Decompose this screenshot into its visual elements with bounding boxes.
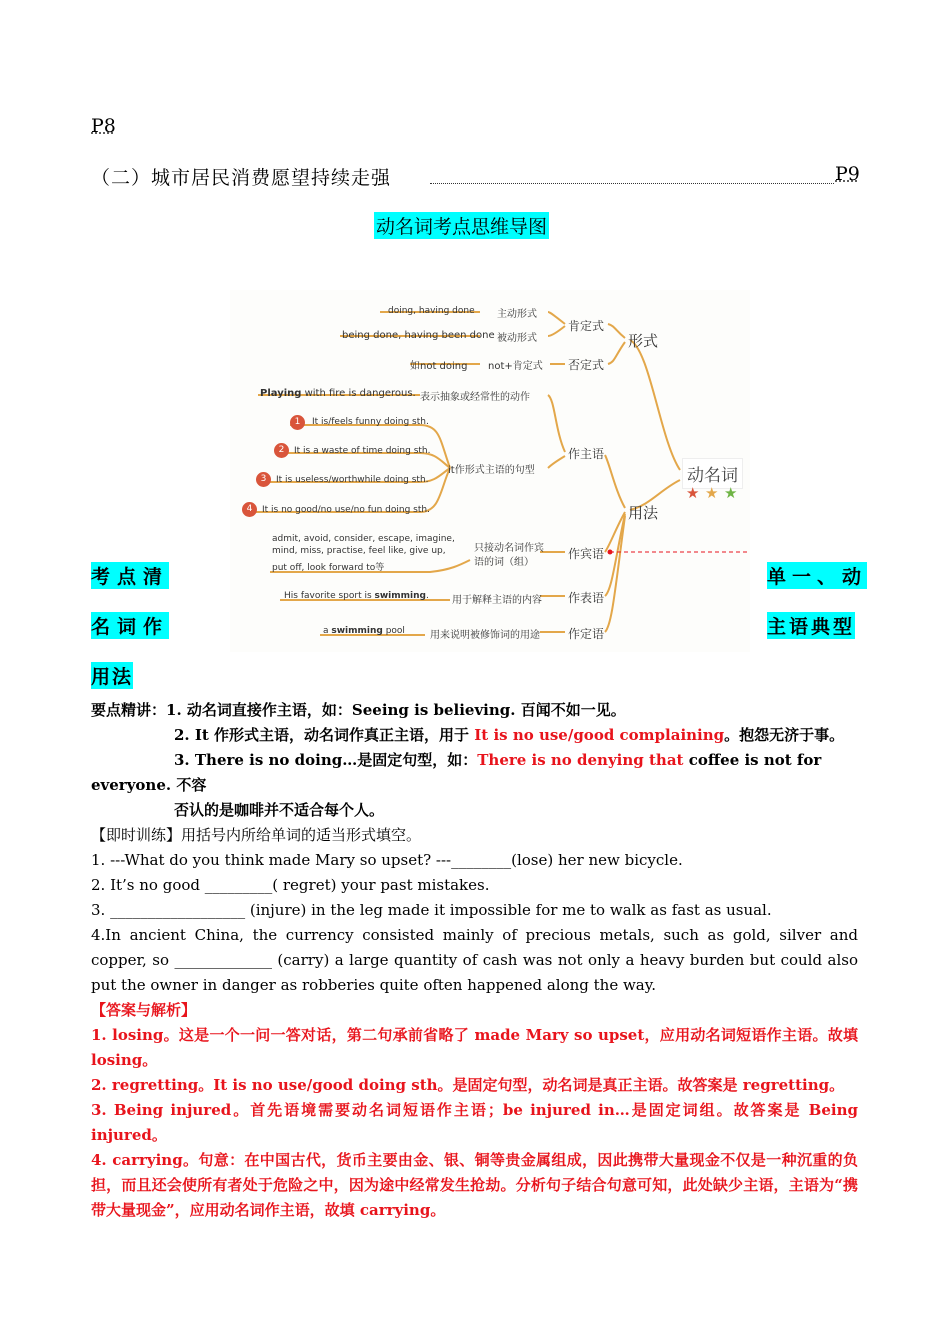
object-desc-line-2: 语的词（组） [474, 557, 534, 568]
star-icon: ★ [705, 484, 719, 502]
form-negative-rule: not+肯定式 [488, 361, 543, 372]
pattern-4: It is no good/no use/no fun doing sth. [262, 505, 430, 515]
star-icon: ★ [686, 484, 700, 502]
form-passive: 被动形式 [497, 333, 537, 344]
toc-page-p9[interactable]: P9 [835, 163, 860, 185]
answers-heading: 【答案与解析】 [91, 1001, 197, 1019]
mindmap-title: 动名词考点思维导图 [374, 212, 549, 239]
pattern-number-3: 3 [256, 472, 271, 487]
object-words-line-3: put off, look forward to等 [272, 563, 385, 573]
exercise-question-2: 2. It’s no good _________( regret) your past mistakes. [91, 876, 490, 894]
answer-2: 2. regretting。It is no use/good doing sth。是固定句型，动名词是真正主语。故答案是 regretting。 [91, 1076, 845, 1094]
object-words-line-1: admit, avoid, consider, escape, imagine, [272, 534, 455, 544]
mindmap-figure [230, 290, 750, 652]
object-desc-line-1: 只接动名词作宾 [474, 543, 544, 554]
exercise-heading: 【即时训练】用括号内所给单词的适当形式填空。 [91, 826, 422, 844]
star-icon: ★ [724, 484, 738, 502]
pattern-3: It is useless/worthwhile doing sth. [276, 475, 429, 485]
side-heading-right-2: 主语典型 [767, 612, 855, 639]
pattern-number-4: 4 [242, 502, 257, 517]
formal-subject-pattern: it作形式主语的句型 [448, 465, 535, 476]
usage-attributive: 作定语 [568, 627, 605, 641]
attributive-desc: 用来说明被修饰词的用途 [430, 630, 540, 641]
usage-subject: 作主语 [568, 447, 605, 461]
exercise-question-3: 3. __________________ (injure) in the leg made it impossible for me to walk as fast as usual. [91, 901, 772, 919]
form-example-active: doing, having done [388, 306, 475, 316]
pattern-number-2: 2 [274, 443, 289, 458]
exercise-question-4: 4.In ancient China, the currency consisted mainly of precious metals, such as gold, silver and copper, so _____________ (carry) a large quantity of cash was not only a heavy burden but could also put the owner in danger as robberies quite often happened along the way. [91, 926, 858, 994]
usage-object: 作宾语 [568, 547, 605, 561]
exercise-question-1: 1. ---What do you think made Mary so upset? ---________(lose) her new bicycle. [91, 851, 683, 869]
key-point-3-translation: 否认的是咖啡并不适合每个人。 [174, 801, 385, 819]
usage-heading: 用法 [91, 662, 133, 689]
key-point-3: 3. There is no doing…是固定句型，如：There is no denying that coffee is not for everyone. 不容 [91, 751, 822, 794]
side-heading-left-1: 考点清 [91, 562, 169, 589]
form-affirmative: 肯定式 [568, 319, 605, 333]
pattern-number-1: 1 [290, 415, 305, 430]
usage-predicative: 作表语 [568, 591, 605, 605]
form-label: 形式 [628, 332, 659, 350]
answer-1: 1. losing。这是一个一问一答对话，第二句承前省略了 made Mary so upset，应用动名词短语作主语。故填 losing。 [91, 1026, 858, 1069]
toc-section-title[interactable]: （二）城市居民消费愿望持续走强 [91, 167, 392, 189]
answer-4: 4. carrying。句意：在中国古代，货币主要由金、银、铜等贵金属组成，因此携带大量现金不仅是一种沉重的负担，而且还会使所有者处于危险之中，因为途中经常发生抢劫。分析句子结合句意可知，此处缺少主语，主语为“携带大量现金”，应用动名词作主语，故填 carrying。 [91, 1151, 858, 1219]
form-negative: 否定式 [568, 358, 605, 372]
object-words-line-2: mind, miss, practise, feel like, give up, [272, 546, 446, 556]
pattern-1: It is/feels funny doing sth. [312, 417, 429, 427]
toc-leader-dots [430, 182, 834, 184]
toc-page-p8[interactable]: P8 [91, 115, 116, 137]
form-example-negative: 如not doing [410, 361, 468, 372]
form-example-passive: being done, having been done [342, 330, 495, 341]
subject-abstract-example: Playing with fire is dangerous. [260, 388, 416, 399]
subject-abstract-desc: 表示抽象或经常性的动作 [420, 392, 530, 403]
side-heading-right-1: 单一、动 [767, 562, 867, 589]
attributive-example: a swimming pool [323, 626, 405, 636]
usage-label: 用法 [628, 504, 659, 522]
predicative-desc: 用于解释主语的内容 [452, 595, 542, 606]
side-heading-left-2: 名词作 [91, 612, 169, 639]
key-point-2: 2. It 作形式主语，动名词作真正主语，用于 It is no use/good complaining。抱怨无济于事。 [174, 726, 845, 744]
mindmap-root: 动名词 [682, 458, 743, 489]
form-active: 主动形式 [497, 309, 537, 320]
key-point-1: 要点精讲：1. 动名词直接作主语，如：Seeing is believing. 百闻不如一见。 [91, 701, 626, 719]
predicative-example: His favorite sport is swimming. [284, 591, 429, 601]
key-points-label: 要点精讲： [91, 701, 167, 719]
pattern-2: It is a waste of time doing sth. [294, 446, 431, 456]
answer-3: 3. Being injured。首先语境需要动名词短语作主语；be injured in…是固定词组。故答案是 Being injured。 [91, 1101, 858, 1144]
